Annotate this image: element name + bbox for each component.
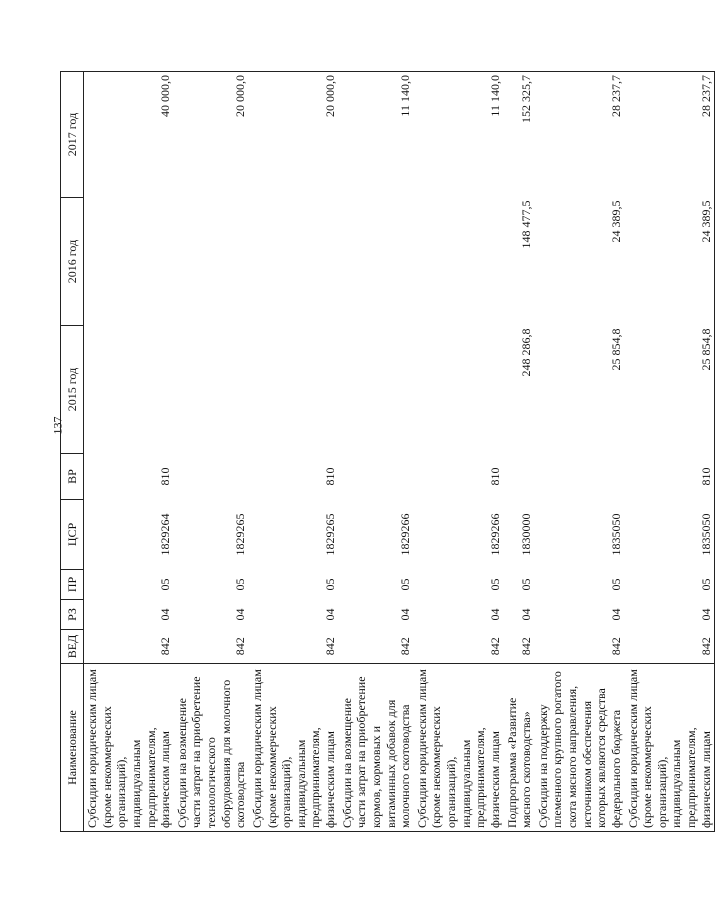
row-ved: 842 (608, 637, 623, 656)
row-2016 (414, 198, 504, 326)
row-2015 (249, 326, 339, 454)
row-rz: 04 (158, 608, 173, 621)
row-rz: 04 (323, 608, 337, 621)
row-csr: 1829265 (233, 513, 248, 556)
table-header (61, 72, 84, 832)
page-number: 137 (50, 416, 65, 435)
row-2017: 11 140,0 (339, 72, 414, 198)
row-pr: 05 (487, 578, 502, 591)
row-2016: 148 477,5 (519, 200, 534, 249)
row-ved: 842 (323, 637, 337, 656)
row-2015: 25 854,8 (625, 326, 715, 454)
budget-table (60, 71, 715, 832)
header-row (61, 72, 84, 832)
table-row (174, 72, 249, 832)
row-csr: 1829266 (398, 513, 413, 556)
row-name: Субсидии на поддержку племенного крупного рогатого скота мясного направления, источником обеспечения которых являются средства федерального бюджета (535, 664, 625, 832)
row-csr: 1829266 (487, 513, 502, 556)
table-row (625, 72, 715, 832)
row-2017: 28 237,7 (535, 72, 625, 198)
row-2017: 20 000,0 (174, 72, 249, 198)
header-rz: РЗ (61, 600, 84, 630)
row-rz: 04 (487, 608, 502, 621)
row-2017: 40 000,0 (84, 72, 174, 198)
row-2016: 24 389,5 (608, 200, 623, 243)
row-pr: 05 (398, 578, 413, 591)
row-2016: 24 389,5 (625, 198, 715, 326)
row-2015 (174, 326, 249, 454)
table-row (249, 72, 339, 832)
row-name: Субсидии на возмещение части затрат на приобретение технологического оборудования для молочного скотоводства (174, 664, 249, 832)
row-2017: 11 140,0 (414, 72, 504, 198)
row-pr: 05 (323, 578, 337, 591)
row-pr: 05 (608, 578, 623, 591)
header-ved: ВЕД (61, 630, 84, 664)
header-pr: ПР (61, 570, 84, 600)
row-rz: 04 (519, 608, 534, 621)
row-ved: 842 (398, 637, 413, 656)
row-2017: 20 000,0 (249, 72, 339, 198)
table-row (84, 72, 174, 832)
table-row (504, 72, 535, 832)
row-rz: 04 (398, 608, 413, 621)
row-2017: 28 237,7 (625, 72, 715, 198)
row-pr: 05 (625, 570, 715, 600)
row-ved: 842 (487, 637, 502, 656)
rotated-table-container (60, 72, 713, 832)
header-name: Наименование (61, 664, 84, 832)
table-body (84, 72, 715, 832)
row-name: Подпрограмма «Развитие мясного скотоводства» (504, 664, 535, 832)
row-vr: 810 (625, 454, 715, 500)
row-pr: 05 (519, 578, 534, 591)
row-csr: 1830000 (519, 513, 534, 556)
row-2016 (84, 198, 174, 326)
table-row (414, 72, 504, 832)
row-vr: 810 (487, 467, 502, 486)
row-2017: 152 325,7 (504, 72, 535, 198)
row-name: Субсидии юридическим лицам (кроме некоммерческих организаций), индивидуальным предпринимателям, физическим лицам (84, 664, 174, 832)
row-2016 (339, 198, 414, 326)
row-2016 (249, 198, 339, 326)
row-ved: 842 (625, 630, 715, 664)
row-vr (174, 454, 249, 500)
row-rz: 04 (608, 608, 623, 621)
row-name: Субсидии юридическим лицам (кроме некоммерческих организаций), индивидуальным предпринимателям, физическим лицам (625, 664, 715, 832)
row-ved: 842 (519, 637, 534, 656)
row-name: Субсидии юридическим лицам (кроме некоммерческих организаций), индивидуальным предпринимателям, физическим лицам (414, 664, 504, 832)
row-rz: 04 (233, 608, 248, 621)
row-2015 (414, 326, 504, 454)
row-vr: 810 (158, 467, 173, 486)
row-csr: 1829265 (323, 513, 337, 556)
row-rz: 04 (625, 600, 715, 630)
row-vr (504, 454, 535, 500)
row-2015: 25 854,8 (608, 328, 623, 371)
header-2017: 2017 год (61, 72, 84, 198)
row-csr: 1835050 (625, 500, 715, 570)
row-vr (339, 454, 414, 500)
row-ved: 842 (158, 637, 173, 656)
row-name: Субсидии юридическим лицам (кроме некоммерческих организаций), индивидуальным предпринимателям, физическим лицам (249, 664, 339, 832)
row-2016 (174, 198, 249, 326)
row-csr: 1829264 (158, 513, 173, 556)
header-2016: 2016 год (61, 198, 84, 326)
row-2015 (339, 326, 414, 454)
row-vr: 810 (323, 467, 337, 486)
row-2015: 248 286,8 (519, 328, 534, 377)
header-csr: ЦСР (61, 500, 84, 570)
row-name: Субсидии на возмещение части затрат на приобретение кормов, кормовых и витаминных добавок для молочного скотоводства (339, 664, 414, 832)
row-pr: 05 (158, 578, 173, 591)
table-row (339, 72, 414, 832)
row-csr: 1835050 (608, 513, 623, 556)
row-ved: 842 (233, 637, 248, 656)
header-2015: 2015 год (61, 326, 84, 454)
row-2015 (84, 326, 174, 454)
row-pr: 05 (233, 578, 248, 591)
table-row (535, 72, 625, 832)
row-vr (535, 454, 625, 500)
header-vr: ВР (61, 454, 84, 500)
